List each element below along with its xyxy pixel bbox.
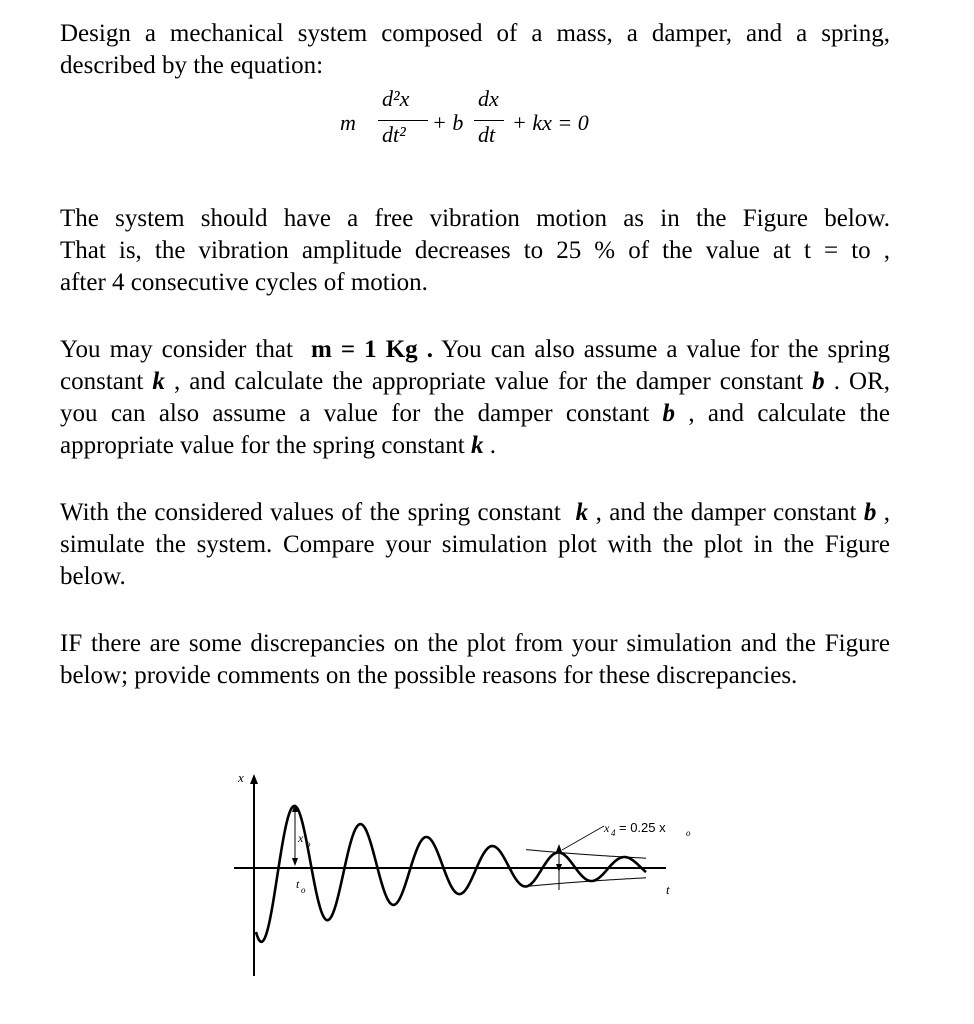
para4-text-c: , simulate the system. Compare your simulation plot with the plot in the Figure below.: [60, 499, 891, 590]
upper-envelope: [526, 850, 646, 859]
x4-subscript: 4: [611, 828, 616, 838]
para3-text-a: You may consider that: [60, 336, 293, 363]
x0-subscript: o: [306, 839, 311, 849]
para5-text: IF there are some discrepancies on the plot from your simulation and the Figure below; provide comments on the possible reasons for these discrepancies.: [60, 630, 890, 689]
damper-symbol: b: [662, 400, 675, 427]
discrepancy-paragraph: [60, 628, 890, 692]
damper-symbol: b: [863, 499, 877, 526]
t0-subscript: o: [301, 885, 306, 895]
intro-line-1: Design a mechanical system composed of a mass, a damper, and a spring,: [60, 20, 890, 47]
para4-text-a: With the considered values of the spring constant: [60, 499, 561, 526]
t0-label: t: [296, 877, 300, 891]
eq-den1: dt²: [382, 122, 406, 147]
para2-line-1: The system should have a free vibration motion as in the Figure below.: [60, 205, 890, 232]
eq-rest: + kx = 0: [512, 110, 589, 135]
para3-text-f: .: [489, 432, 496, 459]
intro-paragraph: [60, 18, 890, 82]
spring-symbol: k: [152, 368, 165, 395]
x4-arrow-up-icon: [556, 844, 562, 852]
simulation-paragraph: [60, 497, 890, 593]
eq-plus-b: + b: [432, 110, 464, 135]
x-axis-label: x: [238, 770, 244, 785]
eq-fraction-bar-2: [474, 120, 504, 121]
para3-text-e: , and calculate the appropriate value for the spring constant: [60, 400, 891, 459]
x4-equation-subscript: o: [686, 828, 691, 838]
t-axis-label: t: [666, 882, 670, 897]
spring-symbol: k: [575, 499, 589, 526]
eq-m: m: [340, 110, 356, 135]
eq-num1: d²x: [382, 86, 410, 111]
para3-text-d: . OR, you can also assume a value for the damper constant: [60, 368, 891, 427]
spring-symbol: k: [470, 432, 484, 459]
x4-label: x: [604, 821, 610, 835]
vibration-paragraph: [60, 203, 890, 299]
x4-leader-line: [562, 826, 604, 850]
eq-num2: dx: [478, 86, 499, 111]
para2-line-2: That is, the vibration amplitude decreases to 25 % of the value at t = to ,: [60, 237, 890, 264]
damped-vibration-curve: [256, 806, 646, 942]
x-axis-arrow-icon: [250, 774, 258, 784]
intro-line-2: described by the equation:: [60, 52, 324, 79]
para3-text-b: You can also assume a value for the spring constant: [60, 336, 890, 395]
equation: [340, 86, 660, 166]
x0-arrow-down-icon: [292, 858, 298, 866]
x0-label: x: [298, 831, 304, 845]
para4-text-b: , and the damper constant: [595, 499, 857, 526]
eq-den2: dt: [478, 122, 496, 147]
x4-equation: = 0.25 x: [619, 820, 666, 835]
mass-value: m = 1 Kg .: [311, 336, 433, 363]
damper-symbol: b: [812, 368, 825, 395]
eq-fraction-bar-1: [378, 120, 428, 121]
para2-line-3: after 4 consecutive cycles of motion.: [60, 269, 428, 296]
para3-text-c: , and calculate the appropriate value for the damper constant: [173, 368, 804, 395]
free-vibration-figure: [226, 760, 726, 990]
assumption-paragraph: [60, 334, 890, 462]
